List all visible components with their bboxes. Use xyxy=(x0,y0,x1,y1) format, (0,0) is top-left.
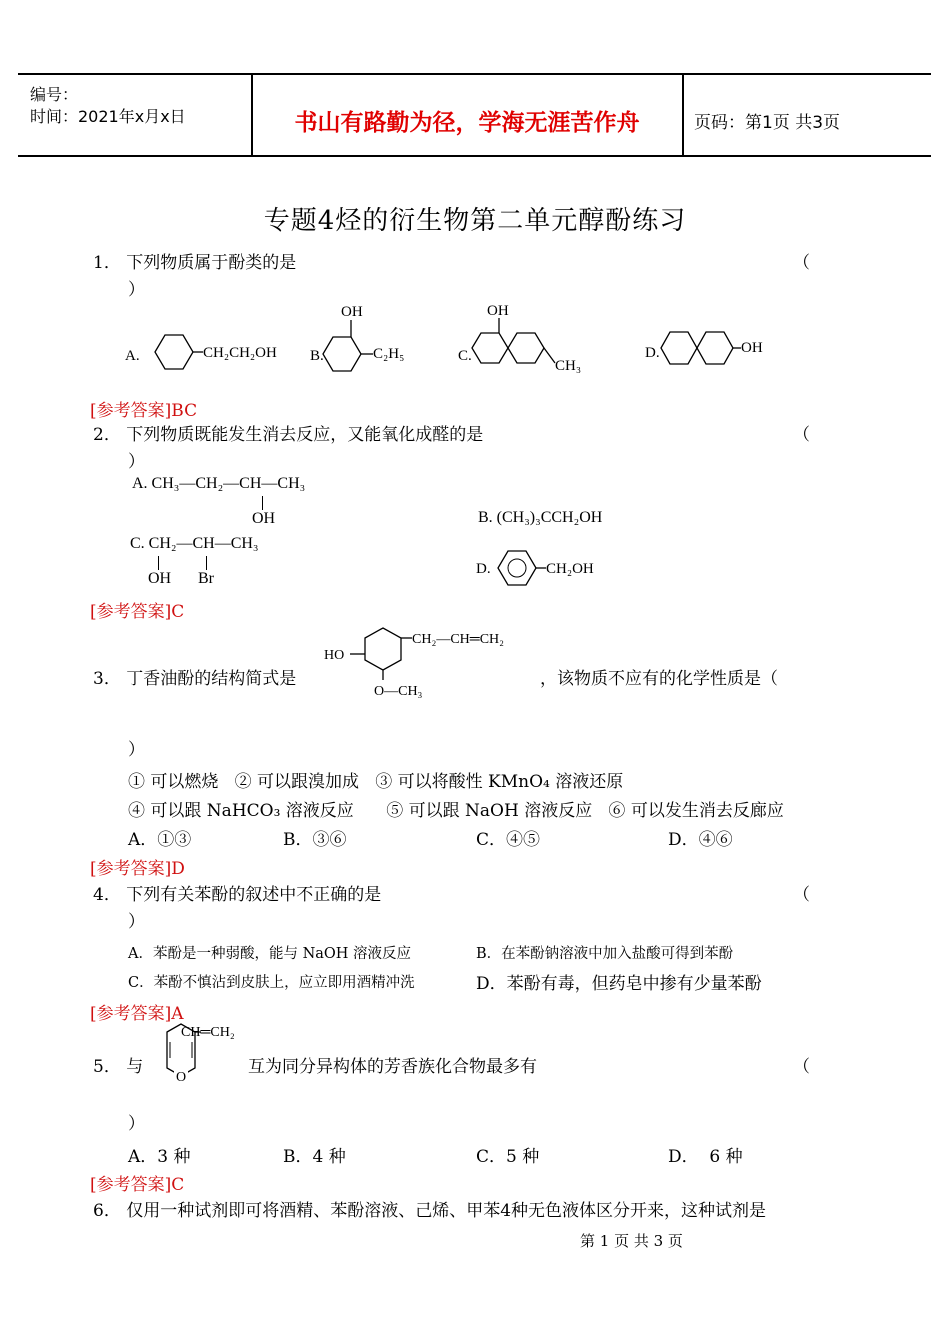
question-stem: 下列物质属于酚类的是 xyxy=(126,253,297,273)
question-4 xyxy=(93,884,381,906)
q5-option-d: D． 6 种 xyxy=(668,1147,743,1167)
paren-close: ） xyxy=(128,1114,145,1134)
q1-d-label: D. xyxy=(645,345,660,361)
question-stem: 下列物质既能发生消去反应，又能氧化成醛的是 xyxy=(126,425,484,445)
page-footer: 第 1 页 共 3 页 xyxy=(580,1232,683,1250)
q1-a-label: A. xyxy=(125,348,140,364)
q3-option-c: C．④⑤ xyxy=(476,830,541,850)
benzene-ring xyxy=(661,332,697,364)
q2-d-label: D. xyxy=(476,561,491,577)
q3-ho: HO xyxy=(324,648,345,663)
motto: 书山有路勤为径，学海无涯苦作舟 xyxy=(294,110,640,136)
time-label: 时间：2021年x月x日 xyxy=(30,107,186,126)
q2-c-br: Br xyxy=(198,570,214,587)
header-divider-2 xyxy=(682,73,684,156)
question-stem: 下列有关苯酚的叙述中不正确的是 xyxy=(126,885,382,905)
page-info: 页码：第1页 共3页 xyxy=(694,113,841,133)
paren-close: ） xyxy=(128,912,145,932)
header-meta xyxy=(30,84,186,128)
q3-chain: CH₂—CH═CH₂ xyxy=(412,632,505,647)
naphthalene-ring-2 xyxy=(508,333,544,363)
page-title: 专题4烃的衍生物第二单元醇酚练习 xyxy=(263,206,687,236)
question-3 xyxy=(93,668,296,690)
question-number: 6． xyxy=(93,1201,121,1221)
question-stem: 仅用一种试剂即可将酒精、苯酚溶液、己烯、甲苯4种无色液体区分开来，这种试剂是 xyxy=(126,1201,767,1221)
q2-option-a: A. CH₃—CH₂—CH—CH₃ xyxy=(132,475,306,492)
paren-open: （ xyxy=(793,885,810,905)
q2-c-oh: OH xyxy=(148,570,172,587)
q1-b-oh: OH xyxy=(341,304,363,320)
q3-properties-line-2: ④ 可以跟 NaHCO₃ 溶液反应 ⑤ 可以跟 NaOH 溶液反应 ⑥ 可以发生消去反廊应 xyxy=(128,801,784,821)
question-stem: 与 xyxy=(126,1057,144,1077)
paren-close: ） xyxy=(128,740,145,760)
q1-structures xyxy=(125,298,785,388)
answer-2: [参考答案]C xyxy=(90,602,185,622)
q3-option-b: B．③⑥ xyxy=(283,830,347,850)
q2-option-b: B. (CH₃)₃CCH₂OH xyxy=(478,509,603,526)
answer-1: [参考答案]BC xyxy=(90,401,198,421)
question-number: 5． xyxy=(93,1057,121,1077)
bond-line xyxy=(158,556,159,570)
question-1 xyxy=(93,252,296,274)
q3-option-a: A．①③ xyxy=(128,830,192,850)
bond-line xyxy=(206,556,207,570)
q5-option-c: C．5 种 xyxy=(476,1147,540,1167)
benzene-ring xyxy=(155,335,193,369)
paren-open: （ xyxy=(793,253,810,273)
question-2 xyxy=(93,424,483,446)
q5-chain: CH═CH₂ xyxy=(181,1025,235,1040)
answer-3: [参考答案]D xyxy=(90,859,185,879)
answer-4: [参考答案]A xyxy=(90,1004,184,1024)
q2-option-d xyxy=(476,542,636,586)
question-stem: 丁香油酚的结构简式是 xyxy=(126,669,297,689)
q1-d-substituent: OH xyxy=(741,340,763,356)
q4-option-c: C．苯酚不慎沾到皮肤上，应立即用酒精冲洗 xyxy=(128,975,415,991)
q1-c-oh: OH xyxy=(487,303,509,319)
q3-properties-line-1: ① 可以燃烧 ② 可以跟溴加成 ③ 可以将酸性 KMnO₄ 溶液还原 xyxy=(128,772,624,792)
benzene-ring xyxy=(365,628,401,670)
question-3-tail: ，该物质不应有的化学性质是（ xyxy=(540,669,778,689)
number-label: 编号： xyxy=(30,85,79,104)
question-number: 1． xyxy=(93,253,121,273)
q1-b-substituent: C₂H₅ xyxy=(373,346,405,362)
question-number: 2． xyxy=(93,425,121,445)
paren-close: ） xyxy=(128,280,145,300)
naphthalene-ring-1 xyxy=(472,333,508,363)
question-number: 3． xyxy=(93,669,121,689)
benzene-ring xyxy=(498,551,536,585)
answer-5: [参考答案]C xyxy=(90,1175,185,1195)
header-bottom-rule xyxy=(18,155,931,157)
q5-option-b: B．4 种 xyxy=(283,1147,346,1167)
q1-a-substituent: CH₂CH₂OH xyxy=(203,345,277,361)
q2-d-substituent: CH₂OH xyxy=(546,561,594,577)
q4-option-b: B．在苯酚钠溶液中加入盐酸可得到苯酚 xyxy=(476,946,734,962)
header-top-rule xyxy=(18,73,931,75)
question-6 xyxy=(93,1200,766,1222)
paren-open: （ xyxy=(793,1057,810,1077)
question-5-tail: 互为同分异构体的芳香族化合物最多有 xyxy=(248,1057,537,1077)
q2-a-oh: OH xyxy=(252,510,276,527)
paren-open: （ xyxy=(793,425,810,445)
paren-close: ） xyxy=(128,452,145,472)
q1-b-label: B. xyxy=(310,348,324,364)
cyclohexane-ring xyxy=(697,332,733,364)
q2-option-c: C. CH₂—CH—CH₃ xyxy=(130,535,259,552)
benzene-ring xyxy=(323,337,361,371)
q3-och3: O—CH₃ xyxy=(374,684,423,699)
q3-eugenol-structure xyxy=(320,620,535,702)
bond-line xyxy=(262,496,263,510)
question-5 xyxy=(93,1056,143,1078)
q3-option-d: D．④⑥ xyxy=(668,830,733,850)
q4-option-d: D．苯酚有毒，但药皂中掺有少量苯酚 xyxy=(476,974,762,994)
q5-structure xyxy=(145,1020,255,1088)
q4-option-a: A．苯酚是一种弱酸，能与 NaOH 溶液反应 xyxy=(128,946,412,962)
q5-option-a: A．3 种 xyxy=(128,1147,191,1167)
q5-oxygen: O xyxy=(176,1070,187,1085)
question-number: 4． xyxy=(93,885,121,905)
q1-c-label: C. xyxy=(458,348,472,364)
q1-c-substituent: CH₃ xyxy=(555,358,582,374)
